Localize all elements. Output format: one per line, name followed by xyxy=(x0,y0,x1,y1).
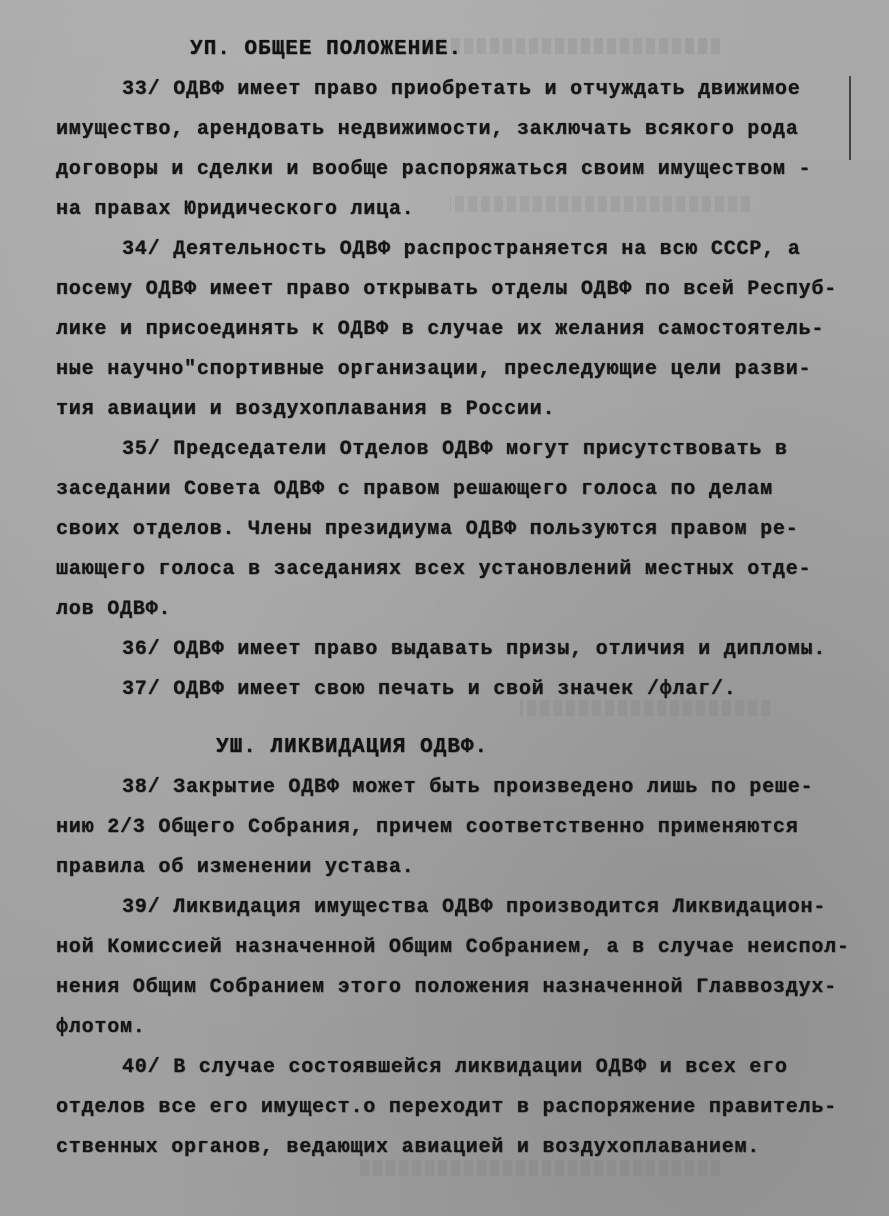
text-line: 36/ ОДВФ имеет право выдавать призы, отличия и дипломы. xyxy=(122,638,827,661)
text-line: ственных органов, ведающих авиацией и воздухоплаванием. xyxy=(56,1136,761,1159)
bleed-through-shadow xyxy=(450,196,750,212)
text-line: лов ОДВФ. xyxy=(56,598,172,621)
text-line: нию 2/3 Общего Собрания, причем соответственно применяются xyxy=(56,816,799,839)
text-line: тия авиации и воздухоплавания в России. xyxy=(56,398,556,421)
text-line: лике и присоединять к ОДВФ в случае их желания самостоятель- xyxy=(56,318,825,341)
text-line: на правах Юридического лица. xyxy=(56,198,415,221)
text-line: договоры и сделки и вообще распоряжаться своим имуществом - xyxy=(56,158,812,181)
text-line: своих отделов. Члены президиума ОДВФ пользуются правом ре- xyxy=(56,518,799,541)
text-line: 35/ Председатели Отделов ОДВФ могут присутствовать в xyxy=(122,438,788,461)
bleed-through-shadow xyxy=(420,38,720,54)
bleed-through-shadow xyxy=(520,700,770,716)
text-line: ной Комиссией назначенной Общим Собранием, а в случае неиспол- xyxy=(56,936,850,959)
text-line: 34/ Деятельность ОДВФ распространяется на всю СССР, а xyxy=(122,238,801,261)
text-line: шающего голоса в заседаниях всех установлений местных отде- xyxy=(56,558,812,581)
text-line: отделов все его имущест.о переходит в распоряжение правитель- xyxy=(56,1096,837,1119)
section-heading-liquidation: УШ. ЛИКВИДАЦИЯ ОДВФ. xyxy=(216,736,489,759)
text-line: 40/ В случае состоявшейся ликвидации ОДВФ и всех его xyxy=(122,1056,788,1079)
text-line: правила об изменении устава. xyxy=(56,856,415,879)
text-line: нения Общим Собранием этого положения назначенной Главвоздух- xyxy=(56,976,837,999)
text-line: имущество, арендовать недвижимости, заключать всякого рода xyxy=(56,118,799,141)
text-line: заседании Совета ОДВФ с правом решающего голоса по делам xyxy=(56,478,773,501)
bleed-through-shadow xyxy=(360,1160,720,1176)
text-line: ные научно"спортивные организации, преследующие цели разви- xyxy=(56,358,812,381)
text-line: флотом. xyxy=(56,1016,146,1039)
section-heading-general: УП. ОБЩЕЕ ПОЛОЖЕНИЕ. xyxy=(190,38,463,61)
margin-mark xyxy=(849,76,851,160)
text-line: 33/ ОДВФ имеет право приобретать и отчуждать движимое xyxy=(122,78,801,101)
text-line: 37/ ОДВФ имеет свою печать и свой значек /флаг/. xyxy=(122,678,737,701)
text-line: посему ОДВФ имеет право открывать отделы ОДВФ по всей Респуб- xyxy=(56,278,837,301)
text-line: 38/ Закрытие ОДВФ может быть произведено лишь по реше- xyxy=(122,776,814,799)
text-line: 39/ Ликвидация имущества ОДВФ производится Ликвидацион- xyxy=(122,896,827,919)
